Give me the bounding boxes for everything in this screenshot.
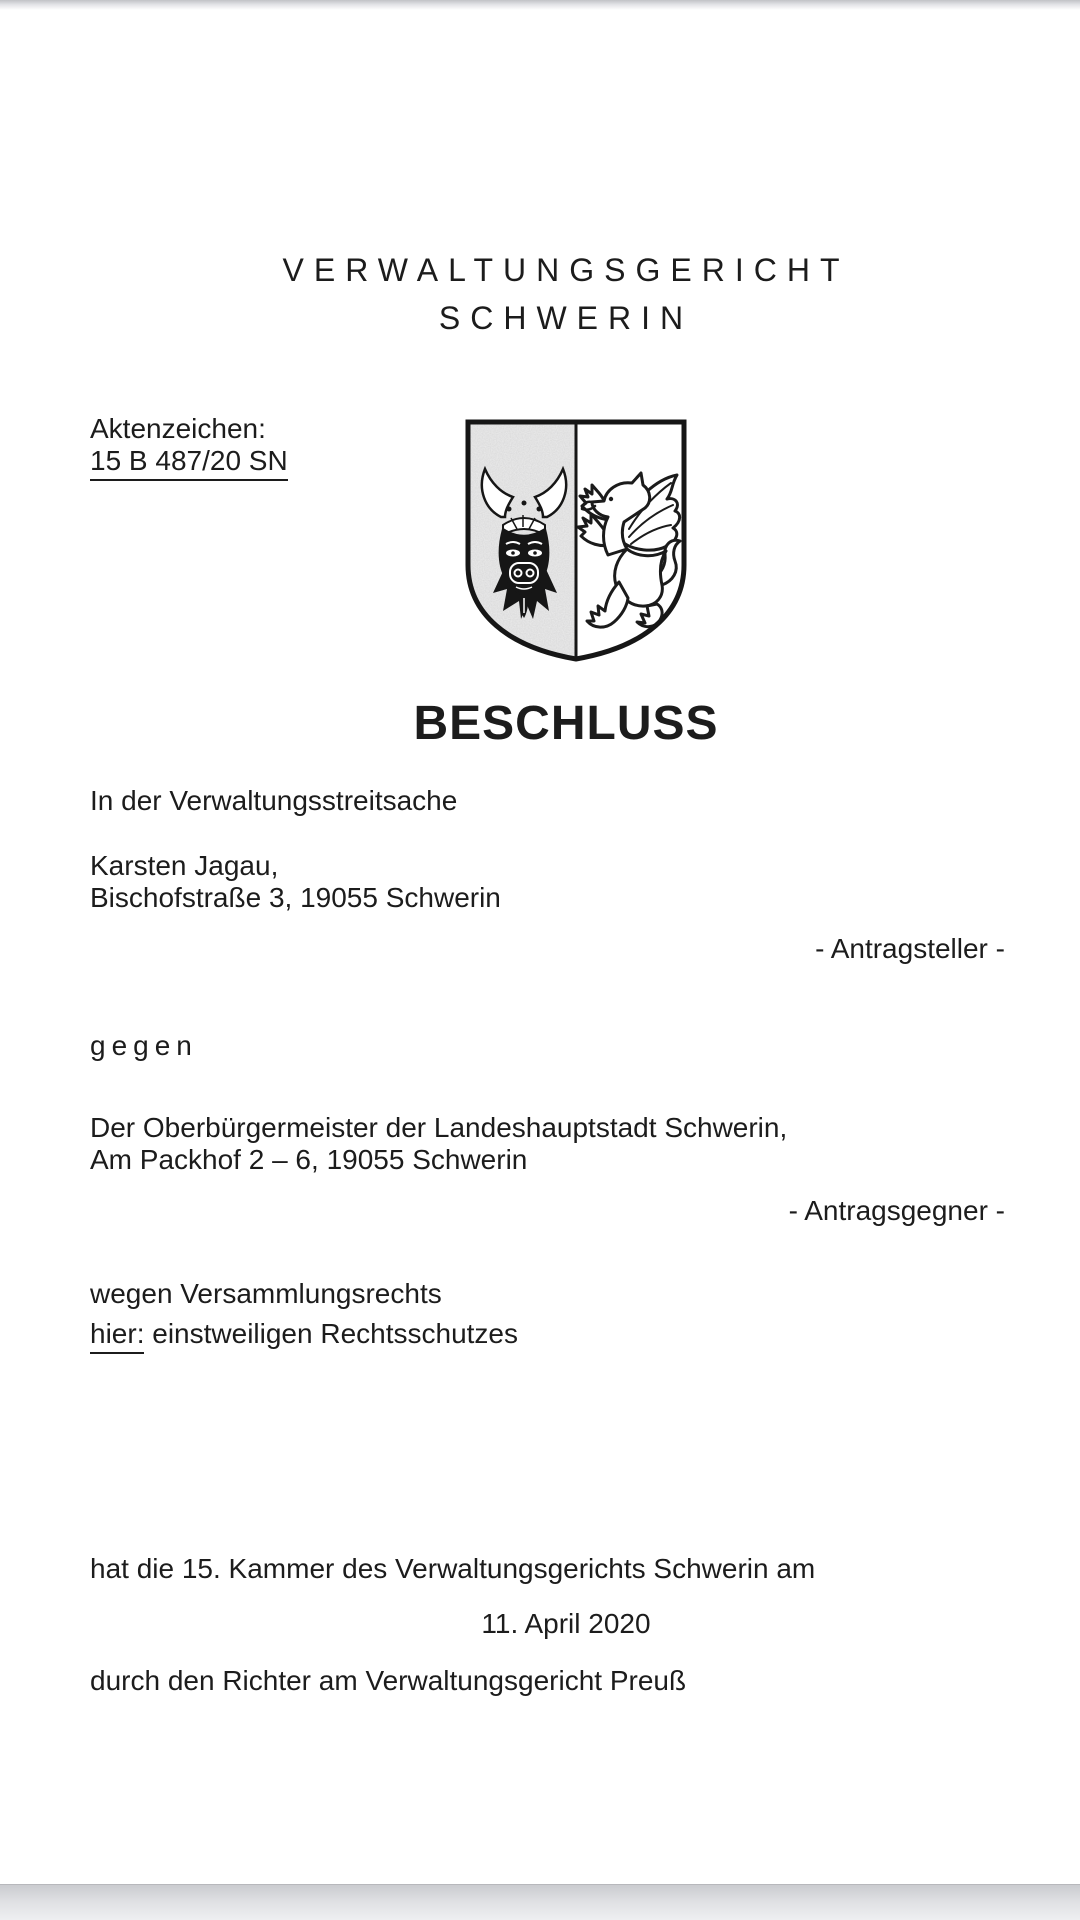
subject-here-line <box>90 1318 1005 1354</box>
mecklenburg-coat-of-arms <box>461 417 691 663</box>
subject-line: wegen Versammlungsrechts <box>90 1278 442 1309</box>
subject-here-text: einstweiligen Rechtsschutzes <box>152 1318 518 1349</box>
case-reference-label: Aktenzeichen: <box>90 413 266 444</box>
case-number: 15 B 487/20 SN <box>90 445 288 481</box>
applicant-block <box>90 850 1005 914</box>
ruling-line2: durch den Richter am Verwaltungsgericht Preuß <box>90 1665 687 1696</box>
applicant-role: - Antragsteller - <box>815 933 1005 964</box>
respondent-block <box>90 1112 1005 1176</box>
ruling-line1: hat die 15. Kammer des Verwaltungsgerichts Schwerin am <box>90 1553 816 1584</box>
ruling-date: 11. April 2020 <box>481 1608 651 1639</box>
decision-heading: BESCHLUSS <box>413 697 719 750</box>
court-title <box>52 246 1080 342</box>
court-title-line2: SCHWERIN <box>438 300 694 336</box>
coat-of-arms-icon <box>461 417 691 663</box>
respondent-address: Am Packhof 2 – 6, 19055 Schwerin <box>90 1144 528 1175</box>
court-title-line1: VERWALTUNGSGERICHT <box>282 252 850 288</box>
respondent-name: Der Oberbürgermeister der Landeshauptstadt Schwerin, <box>90 1112 788 1143</box>
applicant-address: Bischofstraße 3, 19055 Schwerin <box>90 882 501 913</box>
intro-line: In der Verwaltungsstreitsache <box>90 785 458 816</box>
respondent-role: - Antragsgegner - <box>788 1195 1005 1226</box>
applicant-name: Karsten Jagau, <box>90 850 279 881</box>
versus-line: gegen <box>90 1030 198 1061</box>
subject-here-label: hier: <box>90 1318 144 1354</box>
viewer-page-gap-top <box>0 0 1080 10</box>
viewer-page-gap-bottom <box>0 1884 1080 1920</box>
